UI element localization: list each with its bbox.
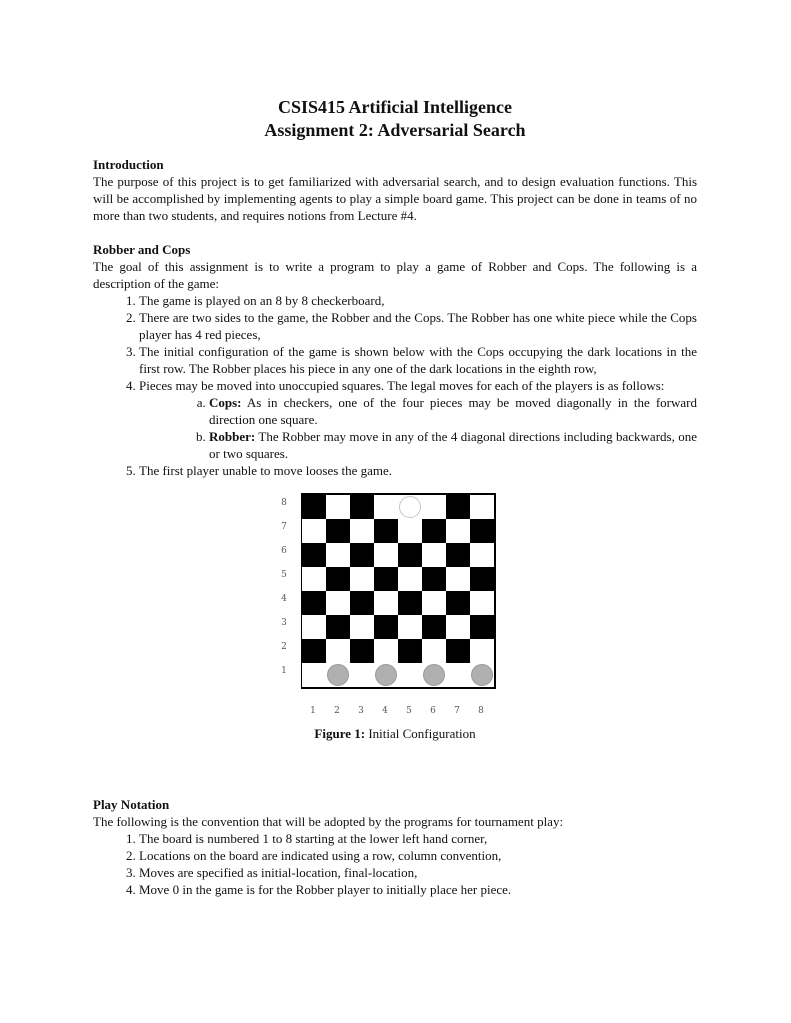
board-square	[350, 495, 374, 519]
board-square	[326, 543, 350, 567]
board-square	[446, 567, 470, 591]
board-square	[398, 519, 422, 543]
board-square	[446, 663, 470, 687]
cop-piece	[327, 664, 349, 686]
section-introduction	[93, 156, 697, 224]
row-label: 2	[281, 642, 287, 652]
board-square	[422, 663, 446, 687]
move-rule-text: As in checkers, one of the four pieces may be moved diagonally in the forward direction one square.	[209, 395, 697, 427]
column-label: 6	[430, 706, 436, 716]
notation-paragraph: The following is the convention that will be adopted by the programs for tournament play:	[93, 814, 564, 829]
board-square	[302, 567, 326, 591]
move-rule-label: Robber:	[209, 429, 256, 444]
board-square	[302, 663, 326, 687]
board-square	[302, 543, 326, 567]
board-square	[350, 615, 374, 639]
row-label: 6	[281, 546, 287, 556]
board-square	[446, 591, 470, 615]
board-square	[470, 543, 494, 567]
board-square	[350, 543, 374, 567]
rule-item-text: Pieces may be moved into unoccupied squares. The legal moves for each of the players is as follows:	[139, 378, 665, 393]
figure-initial-configuration	[93, 493, 697, 763]
board-square	[422, 519, 446, 543]
column-label: 5	[406, 706, 412, 716]
board-square	[326, 591, 350, 615]
notation-item: 2. Locations on the board are indicated using a row, column convention,	[139, 847, 697, 864]
document-title	[93, 96, 697, 142]
board-square	[446, 615, 470, 639]
title-line-1: CSIS415 Artificial Intelligence	[278, 97, 512, 117]
board-square	[398, 663, 422, 687]
row-label: 8	[281, 498, 287, 508]
board-square	[446, 495, 470, 519]
board-square	[398, 543, 422, 567]
checkerboard	[301, 493, 496, 689]
notation-list	[93, 830, 697, 898]
board-square	[422, 639, 446, 663]
cop-piece	[375, 664, 397, 686]
board-square	[446, 519, 470, 543]
board-square	[374, 495, 398, 519]
board-square	[470, 567, 494, 591]
board-square	[470, 615, 494, 639]
notation-heading: Play Notation	[93, 797, 170, 812]
notation-item: 3. Moves are specified as initial-location, final-location,	[139, 864, 697, 881]
board-square	[446, 543, 470, 567]
board-square	[374, 543, 398, 567]
rule-item: 2. There are two sides to the game, the Robber and the Cops. The Robber has one white piece while the Cops player has 4 red pieces,	[139, 309, 697, 343]
board-square	[374, 591, 398, 615]
cop-piece	[423, 664, 445, 686]
notation-item: 4. Move 0 in the game is for the Robber player to initially place her piece.	[139, 881, 697, 898]
section-play-notation	[93, 796, 697, 898]
board-square	[326, 663, 350, 687]
board-square	[302, 639, 326, 663]
rule-item: 3. The initial configuration of the game is shown below with the Cops occupying the dark locations in the first row. The Robber places his piece in any one of the dark locations in the eighth row,	[139, 343, 697, 377]
board-square	[350, 567, 374, 591]
robber-piece	[399, 496, 421, 518]
rules-list	[93, 292, 697, 479]
board-square	[422, 495, 446, 519]
rule-item: 1. The game is played on an 8 by 8 checkerboard,	[139, 292, 697, 309]
board-square	[302, 495, 326, 519]
board-square	[302, 519, 326, 543]
board-square	[350, 591, 374, 615]
board-square	[326, 519, 350, 543]
board-square	[398, 591, 422, 615]
board-square	[422, 567, 446, 591]
board-square	[398, 639, 422, 663]
board-square	[326, 615, 350, 639]
row-label: 3	[281, 618, 287, 628]
board-square	[350, 639, 374, 663]
section-robber-and-cops	[93, 241, 697, 479]
row-label: 5	[281, 570, 287, 580]
figure-caption	[93, 725, 697, 742]
board-square	[350, 519, 374, 543]
column-label: 3	[358, 706, 364, 716]
board-square	[398, 615, 422, 639]
board-row-labels	[277, 493, 291, 685]
board-grid	[302, 495, 494, 687]
notation-item: 1. The board is numbered 1 to 8 starting at the lower left hand corner,	[139, 830, 697, 847]
board-square	[470, 591, 494, 615]
column-label: 1	[310, 706, 316, 716]
robber-cops-paragraph: The goal of this assignment is to write a program to play a game of Robber and Cops. The following is a description of the game:	[93, 259, 697, 291]
rule-item: 5. The first player unable to move looses the game.	[139, 462, 697, 479]
robber-cops-heading: Robber and Cops	[93, 242, 191, 257]
row-label: 1	[281, 666, 287, 676]
board-square	[470, 639, 494, 663]
board-square	[374, 519, 398, 543]
move-rule-label: Cops:	[209, 395, 242, 410]
board-square	[398, 495, 422, 519]
board-square	[470, 663, 494, 687]
board-square	[422, 615, 446, 639]
move-rule-robber	[209, 428, 697, 462]
caption-text: Initial Configuration	[365, 726, 476, 741]
board-square	[422, 591, 446, 615]
column-label: 8	[478, 706, 484, 716]
board-square	[446, 639, 470, 663]
introduction-paragraph: The purpose of this project is to get familiarized with adversarial search, and to design evaluation functions. This will be accomplished by implementing agents to play a simple board game. This project can be done in teams of no more than two students, and requires notions from Lecture #4.	[93, 174, 697, 223]
board-square	[374, 567, 398, 591]
column-label: 2	[334, 706, 340, 716]
board-square	[422, 543, 446, 567]
board-square	[326, 639, 350, 663]
row-label: 4	[281, 594, 287, 604]
rule-item	[139, 377, 697, 462]
board-square	[326, 567, 350, 591]
board-square	[326, 495, 350, 519]
move-rule-cops	[209, 394, 697, 428]
moves-sublist	[139, 394, 697, 462]
document-page	[93, 96, 697, 898]
board-square	[374, 615, 398, 639]
board-square	[350, 663, 374, 687]
board-square	[302, 615, 326, 639]
board-square	[470, 519, 494, 543]
board-square	[398, 567, 422, 591]
board-square	[302, 591, 326, 615]
board-square	[470, 495, 494, 519]
column-label: 4	[382, 706, 388, 716]
caption-label: Figure 1:	[314, 726, 366, 741]
board-square	[374, 663, 398, 687]
board-square	[374, 639, 398, 663]
row-label: 7	[281, 522, 287, 532]
cop-piece	[471, 664, 493, 686]
introduction-heading: Introduction	[93, 157, 164, 172]
column-label: 7	[454, 706, 460, 716]
move-rule-text: The Robber may move in any of the 4 diagonal directions including backwards, one or two squares.	[209, 429, 697, 461]
title-line-2: Assignment 2: Adversarial Search	[264, 120, 526, 140]
board-column-labels	[301, 703, 493, 720]
